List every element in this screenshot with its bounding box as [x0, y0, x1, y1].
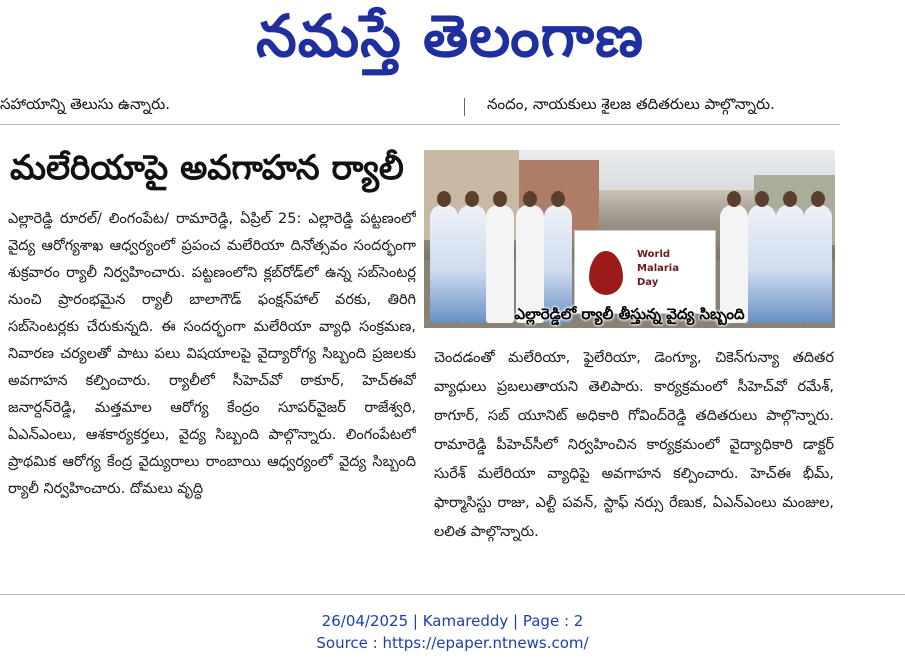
article-headline: మలేరియాపై అవగాహన ర్యాలీ [10, 148, 404, 188]
banner-text: Malaria [637, 263, 679, 274]
banner-text: World [637, 249, 671, 260]
top-divider [0, 124, 840, 125]
photo-caption: ఎల్లారెడ్డిలో ర్యాలీ తీస్తున్న వైద్య సిబ్బంది [514, 305, 745, 323]
blood-drop-icon [589, 251, 623, 295]
column-separator [464, 98, 465, 116]
newspaper-masthead: నమస్తే తెలంగాణ [256, 2, 644, 70]
bottom-divider [0, 594, 905, 595]
source-link[interactable]: Source : https://epaper.ntnews.com/ [316, 634, 589, 652]
edition-info: 26/04/2025 | Kamareddy | Page : 2 [321, 612, 584, 630]
previous-article-fragment-left: సహాయాన్ని తెలుసు ఉన్నారు. [0, 95, 170, 113]
banner-text: Day [637, 277, 659, 288]
previous-article-fragment-right: నందం, నాయకులు శైలజ తదితరులు పాల్గొన్నారు. [487, 95, 775, 113]
article-body-right-column: చెందడంతో మలేరియా, ఫైలేరియా, డెంగ్యూ, చికెన్‌గున్యా తదితర వ్యాధులు ప్రబలుతాయని తెలిపారు. కార్యక్రమంలో సీహెచ్‌వో రమేశ్, ఠాగూర్, సబ్ యూనిట్ అధికారి గోవింద్‌రెడ్డి తదితరులు పాల్గొన్నారు. రామారెడ్డి పీహెచ్‌సీలో నిర్వహించిన కార్యక్రమంలో వైద్యాధికారి డాక్టర్ సురేశ్ మలేరియా వ్యాధిపై అవగాహన కల్పించారు. హెచ్‌ఈ భీమ్, ఫార్మాసిస్టు రాజు, ఎల్టీ పవన్, స్టాఫ్ నర్సు రేణుక, ఏఎన్‌ఎంలు మంజుల, లలిత పాల్గొన్నారు. [434, 350, 834, 540]
rally-photo [424, 150, 835, 328]
article-body-left-column: ఎల్లారెడ్డి రూరల్/ లింగంపేట/ రామారెడ్డి, ఏప్రిల్ 25: ఎల్లారెడ్డి పట్టణంలో వైద్య ఆరోగ్యశాఖ ఆధ్వర్యంలో ప్రపంచ మలేరియా దినోత్సవం సందర్భంగా శుక్రవారం ర్యాలీ నిర్వహించారు. పట్టణంలోని క్లబ్‌రోడ్‌లో ఉన్న సబ్‌సెంటర్ల నుంచి ప్రారంభమైన ర్యాలీ బాలాగౌడ్ ఫంక్షన్‌హాల్ వరకు, తిరిగి సబ్‌సెంటర్లకు చేరుకున్నది. ఈ సందర్భంగా మలేరియా వ్యాధి సంక్రమణ, నివారణ చర్యలతో పాటు పలు విషయాలపై వైద్యారోగ్య సిబ్బంది ప్రజలకు అవగాహన కల్పించారు. ర్యాలీలో సీహెచ్‌వో ఠాకూర్, హెచ్‌ఈవో జనార్దన్‌రెడ్డి, మత్తమాల ఆరోగ్య కేంద్రం సూపర్‌వైజర్ రాజేశ్వరి, ఏఎన్‌ఎంలు, ఆశకార్యకర్తలు, వైద్య సిబ్బంది పాల్గొన్నారు. లింగంపేటలో ప్రాథమిక ఆరోగ్య కేంద్ర వైద్యురాలు రాంబాయి ఆధ్వర్యంలో వైద్య సిబ్బంది ర్యాలీ నిర్వహించారు. దోమలు వృద్ధి [8, 211, 416, 497]
